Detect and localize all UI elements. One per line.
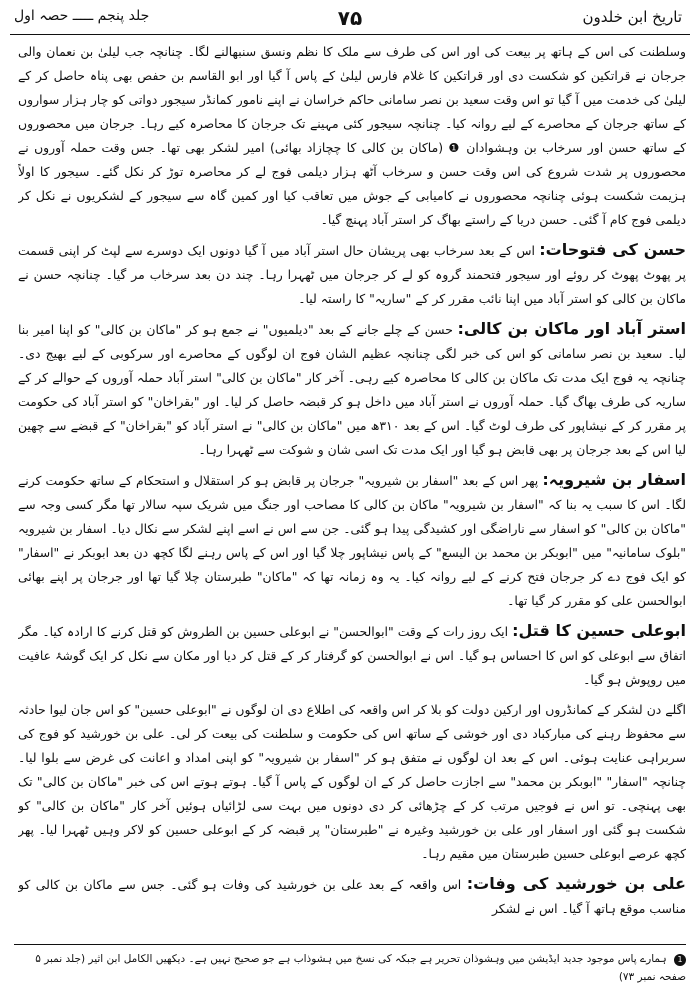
paragraph-1 bbox=[18, 40, 686, 232]
paragraph-6 bbox=[18, 698, 686, 866]
paragraph-2-text: اس کے بعد سرخاب بھی پریشان حال استر آباد میں آ گیا دونوں ایک دوسرے سے لپٹ کر اپنی قسمت پر پھوٹ پھوٹ کر روئے اور سیجور فتحمند گروہ کو لے کر جرجان میں ٹھہرا رہا۔ چند دن بعد سرخاب مر گیا۔ چنانچہ حسن نے ماکان بن کالی کو استر آباد میں اپنا نائب مقرر کر کے "ساریہ" کا راستہ لیا۔ bbox=[18, 243, 686, 306]
page-header bbox=[10, 6, 690, 35]
volume-label: جلد پنجم ـــــ حصہ اول bbox=[14, 8, 150, 24]
section-heading-abu-ali: ابوعلی حسین کا قتل: bbox=[512, 621, 686, 640]
page-number: ۷۵ bbox=[337, 6, 363, 30]
paragraph-1-text: وسلطنت کی اس کے ہاتھ پر بیعت کی اور اس کی طرف سے ملک کا نظم ونسق سنبھالنے لگا۔ چنانچہ جب لیلیٰ بن نعمان والی جرجان نے قراتکین کو شکست دی اور قراتکین کا غلام فارس لیلیٰ کے پاس آ گیا اور ابو القاسم بن حفص بھی پناہ حاصل کر کے لیلیٰ کی خدمت میں آ گیا تو اس وقت سعید بن نصر سامانی حاکم خراسان نے اپنے نامور کمانڈر سیجور دواتی کو چار ہزار سواروں کے ساتھ جرجان کے محاصرے کے لیے روانہ کیا۔ چنانچہ سیجور کئی مہینے تک جرجان کا محاصرہ کیے رہا۔ جرجان میں محصوروں کے ساتھ حسن اور سرخاب بن وہشوادان ❶ (ماکان بن کالی کا چچازاد بھائی) امیر لشکر بھی تھا۔ جس وقت حملہ آوروں نے محصوروں پر شدت شروع کی اس وقت حسن و سرخاب آٹھ ہزار دیلمی فوج لے کر محاصرہ توڑ کر نکل گئے۔ سیجور کا اولاً ہزیمت شکست ہوئی چنانچہ محصوروں نے کامیابی کے جوش میں تعاقب کیا اور کمین گاہ سے سیجور کے لشکریوں نے نکل کر دیلمی فوج کام آ گئی۔ حسن دریا کے راستے بھاگ کر استر آباد پہنچ گیا۔ bbox=[18, 44, 686, 227]
footnote-text: ہمارے پاس موجود جدید ایڈیشن میں وہشوذان تحریر ہے جبکہ کی نسخ میں ہشوذاب ہے جو صحیح نہیں ہے۔ دیکھیں الکامل ابن اثیر (جلد نمبر ۵ صفحہ نمبر ۷۳) bbox=[35, 953, 686, 983]
paragraph-7-text: اس واقعہ کے بعد علی بن خورشید کی وفات ہو گئی۔ جس سے ماکان بن کالی کو مناسب موقع ہاتھ آ گیا۔ اس نے لشکر bbox=[18, 877, 686, 916]
paragraph-3 bbox=[18, 317, 686, 462]
page-body bbox=[18, 40, 686, 930]
section-heading-hasan-victories: حسن کی فتوحات: bbox=[539, 240, 686, 259]
paragraph-5 bbox=[18, 619, 686, 692]
paragraph-4-text: پھر اس کے بعد "اسفار بن شیرویہ" جرجان پر قابض ہو کر استقلال و استحکام کے ساتھ حکومت کرنے لگا۔ اس کا سبب یہ بنا کہ "اسفار بن شیرویہ" ماکان بن کالی کا مصاحب اور جنگ میں شریک سپہ سالار تھا مگر کسی وجہ سے "ماکان بن کالی" کو اسفار سے ناراضگی اور کشیدگی پیدا ہو گئی۔ جن سے اس نے اسے اپنے لشکر سے نکال دیا۔ اسفار بن شیرویہ "بلوک سامانیہ" میں "ابوبکر بن محمد بن الیسع" کے پاس نیشاپور چلا گیا اور اس کے پاس رہنے لگا کچھ دن بعد ابوبکر نے "اسفار" کو ایک فوج دے کر جرجان فتح کرنے کے لیے روانہ کیا۔ یہ وہ زمانہ تھا کہ "ماکان" طبرستان چلا گیا تھا اور جرجان پر اپنے بھائی ابوالحسن علی کو مقرر کر گیا تھا۔ bbox=[18, 473, 686, 608]
section-heading-ali-khurshid: علی بن خورشید کی وفات: bbox=[466, 874, 686, 893]
section-heading-astarabad: استر آباد اور ماکان بن کالی: bbox=[457, 319, 686, 338]
paragraph-4 bbox=[18, 468, 686, 613]
footnote-marker: 1 bbox=[674, 954, 686, 966]
footnote bbox=[18, 950, 686, 986]
section-heading-asfar: اسفار بن شیرویہ: bbox=[542, 470, 686, 489]
book-title: تاریخ ابن خلدون bbox=[582, 8, 682, 26]
paragraph-3-text: حسن کے چلے جانے کے بعد "دیلمیوں" نے جمع ہو کر "ماکان بن کالی" کو اپنا امیر بنا لیا۔ سعید بن نصر سامانی کو اس کی خبر لگی چنانچہ عظیم الشان فوج ان لوگوں کے محاصرے اور سرکوبی کے لیے بھیج دی۔ چنانچہ یہ فوج ایک مدت تک ماکان بن کالی کا محاصرہ کیے رہی۔ آخر کار "ماکان بن کالی" استر آباد حملہ آوروں کے حوالے کر کے ساریہ کی طرف بھاگ گیا۔ حملہ آوروں نے استر آباد میں داخل ہو کر قبضہ حاصل کر لیا۔ اور "بقراخان" کو استر آباد کی حکومت پر مقرر کر کے نیشاپور کی طرف لوٹ گیا۔ اس کے بعد ۳۱۰ھ میں "ماکان بن کالی" نے استر آباد کو "بقراخان" کے قبضے سے چھین لیا اس کے بعد جرجان پر بھی قابض ہو گیا اور ایک مدت تک اسی شان و شوکت سے ٹھہرا رہا۔ bbox=[18, 322, 686, 457]
paragraph-2 bbox=[18, 238, 686, 311]
footnote-divider bbox=[14, 944, 686, 945]
paragraph-7 bbox=[18, 872, 686, 921]
paragraph-6-text: اگلے دن لشکر کے کمانڈروں اور ارکین دولت کو بلا کر اس واقعہ کی اطلاع دی ان لوگوں نے "ابوعلی حسین" کو اس جان لیوا حادثہ سے محفوظ رہنے کی مبارکباد دی اور خوشی کے ساتھ اس کی حکومت و سلطنت کی بیعت کر لی۔ علی بن خورشید کو فوج کی سربراہی عنایت ہوئی۔ اس کے بعد ان لوگوں نے متفق ہو کر "اسفار بن شیرویہ" کو اپنی امداد و اعانت کی غرض سے بلوا لیا۔ چنانچہ "اسفار" "ابوبکر بن محمد" سے اجازت حاصل کر کے ان لوگوں کے پاس آ گیا۔ ہوتے ہوتے اس کی خبر "ماکان بن کالی" تک بھی پہنچی۔ تو اس نے فوجیں مرتب کر کے چڑھائی کر دی دونوں میں بہت سی لڑائیاں ہوئیں آخر کار "ماکان بن کالی" کو شکست ہو گئی اور اسفار اور علی بن خورشید وغیرہ نے "طبرستان" پر قبضہ کر کے ابوعلی حسین کو لاکر وہیں ٹھہرا لیا۔ پھر کچھ عرصے ابوعلی حسین طبرستان میں مقیم رہا۔ bbox=[18, 702, 686, 861]
paragraph-5-text: ایک روز رات کے وقت "ابوالحسن" نے ابوعلی حسین بن الطروش کو قتل کرنے کا ارادہ کیا۔ مگر اتفاق سے ابوعلی کو اس کا احساس ہو گیا۔ اس نے ابوالحسن کو گرفتار کر کے قتل کر دیا اور مکان سے نکل کر ایک گوشۂ عافیت میں روپوش ہو گیا۔ bbox=[18, 624, 686, 687]
